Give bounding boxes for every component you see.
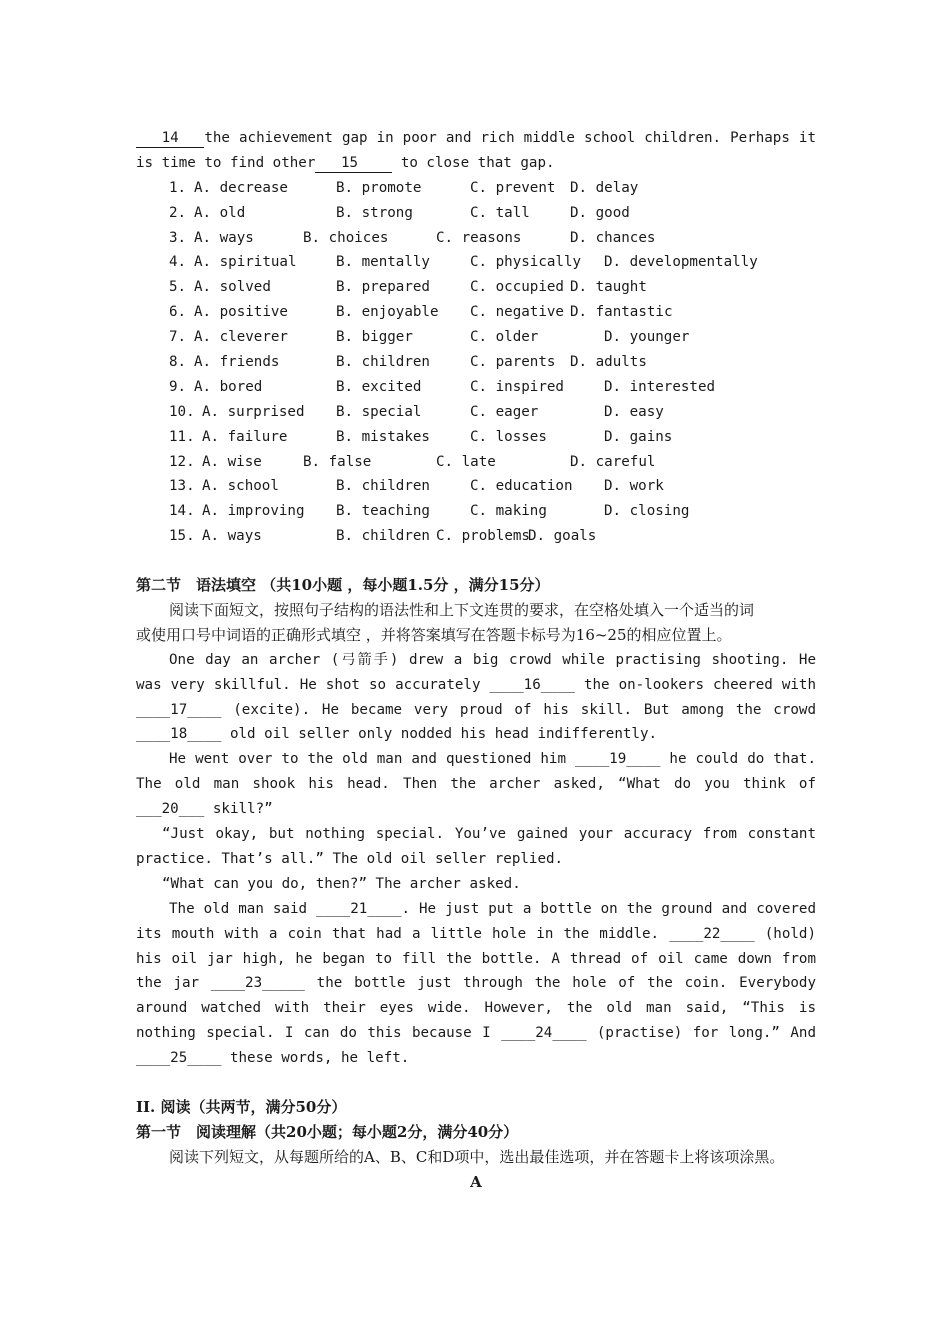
passage-line: his oil jar high, he began to fill the bottle. A thread of oil came down from bbox=[136, 950, 816, 967]
passage-label: A bbox=[470, 1172, 482, 1191]
option-choice-d: D. developmentally bbox=[604, 254, 758, 271]
option-row bbox=[136, 499, 816, 524]
option-choice-b: B. enjoyable bbox=[336, 304, 439, 321]
option-choice-b: B. excited bbox=[336, 378, 422, 395]
option-number: 4. bbox=[169, 254, 187, 271]
section2-instruction-2: 或使用口号中词语的正确形式填空 ，并将答案填写在答题卡标号为16~25的相应位置上。 bbox=[136, 625, 732, 644]
passage-line: One day an archer (弓箭手) drew a big crowd while practising shooting. He bbox=[169, 651, 816, 668]
option-choice-a: A. spiritual bbox=[194, 254, 297, 271]
option-number: 5. bbox=[169, 279, 187, 296]
option-choice-a: A. wise bbox=[202, 453, 262, 470]
passage-line: around watched with their eyes wide. However, the old man said, “This is bbox=[136, 1000, 816, 1017]
option-number: 3. bbox=[169, 229, 187, 246]
option-choice-a: A. decrease bbox=[194, 179, 288, 196]
option-choice-c: C. eager bbox=[470, 403, 539, 420]
cloze-line-1-text: the achievement gap in poor and rich middle school children. Perhaps it bbox=[204, 130, 816, 146]
passage-line: ____17____ (excite). He became very proud of his skill. But among the crowd bbox=[136, 701, 816, 718]
option-choice-a: A. ways bbox=[194, 229, 254, 246]
option-choice-b: B. bigger bbox=[336, 329, 413, 346]
option-choice-a: A. bored bbox=[194, 378, 263, 395]
option-choice-b: B. special bbox=[336, 403, 422, 420]
passage-line: The old man said ____21____. He just put a bottle on the ground and covered bbox=[169, 900, 816, 917]
passage-line: the jar ____23_____ the bottle just through the hole of the coin. Everybody bbox=[136, 975, 816, 992]
passage-line: The old man shook his head. Then the archer asked, “What do you think of bbox=[136, 776, 816, 793]
option-row bbox=[136, 474, 816, 499]
spacer bbox=[136, 1071, 816, 1095]
option-number: 9. bbox=[169, 378, 187, 395]
option-choice-a: A. failure bbox=[202, 428, 288, 445]
option-choice-c: C. losses bbox=[470, 428, 547, 445]
passage-line: its mouth with a coin that had a little hole in the middle. ____22____ (hold) bbox=[136, 925, 816, 942]
option-choice-d: D. delay bbox=[570, 179, 639, 196]
blank-15-number: 15 bbox=[341, 154, 359, 171]
option-number: 14. bbox=[169, 503, 195, 520]
option-row bbox=[136, 275, 816, 300]
option-number: 15. bbox=[169, 528, 195, 545]
option-choice-d: D. goals bbox=[528, 528, 597, 545]
option-choice-d: D. younger bbox=[604, 329, 690, 346]
passage-line: ___20___ skill?” bbox=[136, 801, 273, 818]
option-choice-a: A. old bbox=[194, 204, 246, 221]
options-list bbox=[136, 176, 816, 549]
option-choice-b: B. teaching bbox=[336, 503, 430, 520]
option-choice-d: D. fantastic bbox=[570, 304, 673, 321]
option-number: 11. bbox=[169, 428, 195, 445]
option-row bbox=[136, 425, 816, 450]
option-row bbox=[136, 524, 816, 549]
option-choice-b: B. mentally bbox=[336, 254, 430, 271]
section2-heading: 第二节 语法填空 （共10小题 ，每小题1.5分 ，满分15分） bbox=[136, 576, 550, 595]
option-row bbox=[136, 450, 816, 475]
option-choice-d: D. taught bbox=[570, 279, 647, 296]
option-choice-c: C. reasons bbox=[436, 229, 522, 246]
cloze-line-2 bbox=[136, 151, 816, 176]
option-choice-d: D. chances bbox=[570, 229, 656, 246]
option-choice-c: C. negative bbox=[470, 304, 564, 321]
option-number: 6. bbox=[169, 304, 187, 321]
passage-line: ____18____ old oil seller only nodded his head indifferently. bbox=[136, 726, 658, 743]
option-number: 12. bbox=[169, 453, 195, 470]
option-number: 1. bbox=[169, 179, 187, 196]
option-choice-c: C. occupied bbox=[470, 279, 564, 296]
option-row bbox=[136, 201, 816, 226]
passage-line: was very skillful. He shot so accurately ____16____ the on-lookers cheered with bbox=[136, 676, 816, 693]
spacer bbox=[136, 549, 816, 573]
option-row bbox=[136, 250, 816, 275]
passage-line: He went over to the old man and questioned him ____19____ he could do that. bbox=[169, 751, 816, 768]
option-choice-a: A. cleverer bbox=[194, 329, 288, 346]
passage-line: nothing special. I can do this because I ____24____ (practise) for long.” And bbox=[136, 1025, 816, 1042]
option-choice-b: B. false bbox=[303, 453, 372, 470]
blank-14-number: 14 bbox=[161, 130, 179, 146]
option-choice-a: A. surprised bbox=[202, 403, 305, 420]
section-ii-heading: II. 阅读（共两节，满分50分） bbox=[136, 1097, 347, 1116]
exam-page bbox=[136, 126, 816, 1195]
option-choice-b: B. promote bbox=[336, 179, 422, 196]
option-choice-c: C. older bbox=[470, 329, 539, 346]
blank-15 bbox=[315, 154, 392, 173]
option-choice-c: C. inspired bbox=[470, 378, 564, 395]
option-row bbox=[136, 375, 816, 400]
cloze-line-2-pre: is time to find other bbox=[136, 154, 316, 171]
cloze-line-1 bbox=[136, 126, 816, 151]
option-number: 10. bbox=[169, 403, 195, 420]
option-choice-d: D. good bbox=[570, 204, 630, 221]
option-choice-d: D. adults bbox=[570, 354, 647, 371]
option-choice-c: C. prevent bbox=[470, 179, 556, 196]
option-choice-a: A. solved bbox=[194, 279, 271, 296]
option-choice-c: C. making bbox=[470, 503, 547, 520]
option-choice-b: B. strong bbox=[336, 204, 413, 221]
option-row bbox=[136, 226, 816, 251]
option-choice-a: A. school bbox=[202, 478, 279, 495]
option-row bbox=[136, 176, 816, 201]
option-choice-b: B. children bbox=[336, 354, 430, 371]
section-ii-instruction: 阅读下列短文，从每题所给的A、B、C和D项中，选出最佳选项，并在答题卡上将该项涂黑。 bbox=[169, 1147, 785, 1166]
passage-line: practice. That’s all.” The old oil seller replied. bbox=[136, 850, 564, 867]
section-ii-subheading: 第一节 阅读理解（共20小题；每小题2分，满分40分） bbox=[136, 1122, 519, 1141]
option-row bbox=[136, 300, 816, 325]
option-choice-c: C. problems bbox=[436, 528, 530, 545]
option-choice-c: C. education bbox=[470, 478, 573, 495]
option-choice-d: D. gains bbox=[604, 428, 673, 445]
option-choice-b: B. mistakes bbox=[336, 428, 430, 445]
section2-instruction-1: 阅读下面短文，按照句子结构的语法性和上下文连贯的要求，在空格处填入一个适当的词 bbox=[169, 601, 755, 620]
option-choice-a: A. ways bbox=[202, 528, 262, 545]
option-choice-a: A. friends bbox=[194, 354, 280, 371]
option-choice-d: D. work bbox=[604, 478, 664, 495]
grammar-passage bbox=[136, 648, 816, 1071]
option-choice-c: C. late bbox=[436, 453, 496, 470]
option-choice-d: D. easy bbox=[604, 403, 664, 420]
option-number: 2. bbox=[169, 204, 187, 221]
option-choice-d: D. interested bbox=[604, 378, 716, 395]
option-number: 13. bbox=[169, 478, 195, 495]
option-choice-a: A. improving bbox=[202, 503, 305, 520]
option-choice-b: B. children bbox=[336, 528, 430, 545]
passage-line: “What can you do, then?” The archer asked. bbox=[162, 875, 521, 892]
option-choice-a: A. positive bbox=[194, 304, 288, 321]
option-row bbox=[136, 325, 816, 350]
option-row bbox=[136, 400, 816, 425]
option-row bbox=[136, 350, 816, 375]
option-number: 8. bbox=[169, 354, 187, 371]
blank-14 bbox=[136, 129, 204, 148]
option-choice-c: C. parents bbox=[470, 354, 556, 371]
option-number: 7. bbox=[169, 329, 187, 346]
option-choice-d: D. careful bbox=[570, 453, 656, 470]
option-choice-d: D. closing bbox=[604, 503, 690, 520]
option-choice-b: B. prepared bbox=[336, 279, 430, 296]
option-choice-b: B. children bbox=[336, 478, 430, 495]
passage-line: “Just okay, but nothing special. You’ve gained your accuracy from constant bbox=[162, 826, 816, 843]
cloze-line-2-post: to close that gap. bbox=[400, 154, 555, 171]
option-choice-b: B. choices bbox=[303, 229, 389, 246]
option-choice-c: C. physically bbox=[470, 254, 582, 271]
option-choice-c: C. tall bbox=[470, 204, 530, 221]
passage-line: ____25____ these words, he left. bbox=[136, 1050, 410, 1067]
